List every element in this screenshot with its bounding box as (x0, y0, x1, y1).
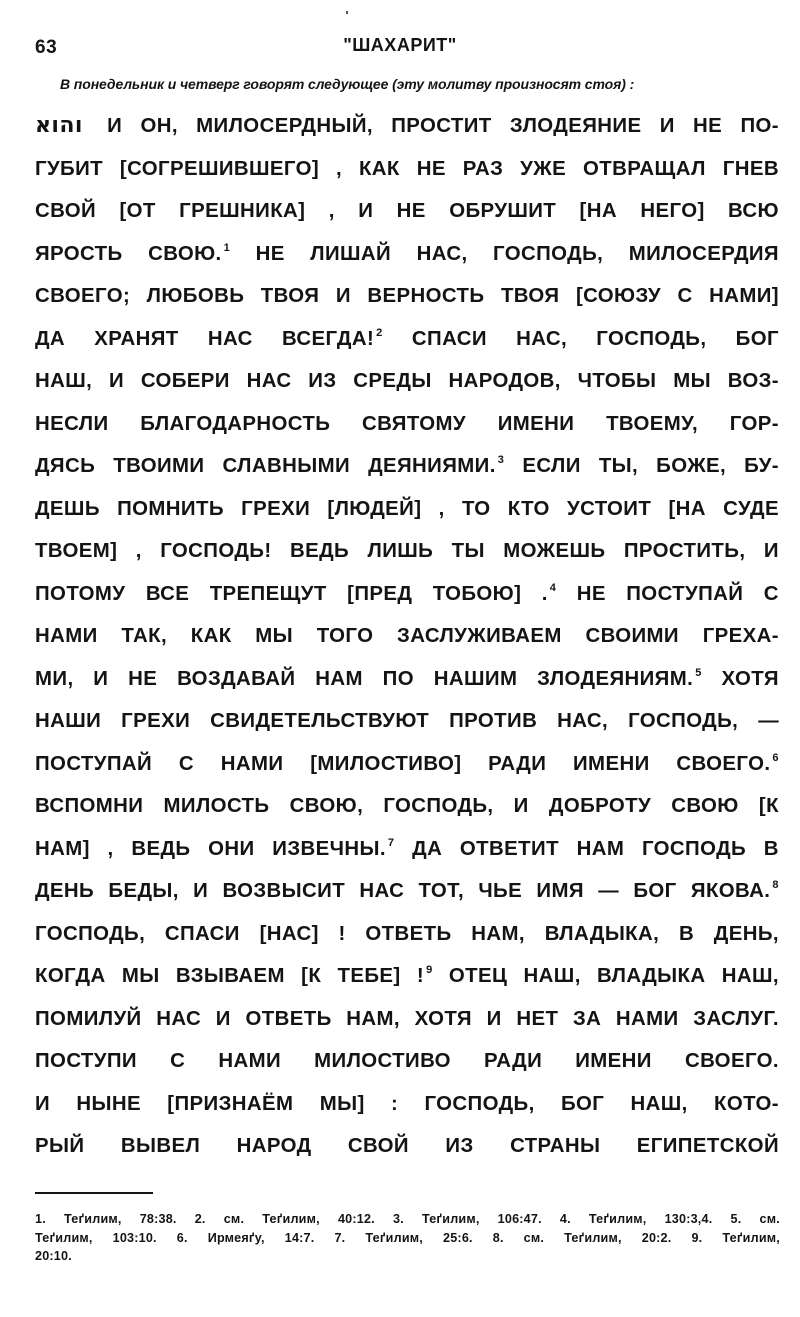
word: НАС (246, 370, 292, 392)
word: РЫЙ (35, 1135, 85, 1157)
word: ВЛАДЫКА, (544, 922, 660, 945)
word: НАМИ (35, 625, 98, 647)
word: НЕ (693, 115, 723, 137)
text-line (35, 955, 779, 998)
word: ТРЕПЕЩУТ (209, 582, 327, 605)
word: ГРЕХИ (121, 710, 191, 732)
footnote-marker: 8 (772, 879, 779, 891)
word: ДЕЯНИЯМИ. $^3$ (368, 454, 505, 477)
word: [ПРИЗНАЁМ (167, 1092, 294, 1115)
word: НЕТ (516, 1007, 559, 1030)
word: КТО (507, 497, 550, 520)
word: , (335, 157, 343, 180)
word: С (170, 1050, 186, 1072)
word: [СОЮЗУ (575, 285, 661, 307)
word: — (598, 880, 620, 902)
footnote-word: см. (523, 1230, 545, 1245)
word: ТО (461, 497, 491, 520)
word: ВЕДЬ (289, 540, 350, 562)
word: И (215, 1007, 231, 1030)
footnote-word: Теґилим, (365, 1230, 423, 1245)
text-line (35, 1040, 779, 1083)
word: СВОЙ (347, 1135, 409, 1157)
text-line (35, 445, 779, 488)
word: НАС, (557, 710, 609, 732)
word: УСТОИТ (567, 497, 652, 520)
page-number: 63 (35, 37, 58, 58)
word: ГУБИТ (35, 157, 104, 180)
scan-speck (346, 11, 348, 14)
word: С (677, 285, 693, 307)
word: ЕГИПЕТСКОЙ (636, 1135, 779, 1157)
footnote-word: 130:3,4. (664, 1212, 713, 1226)
footnote-word: Ирмеяґу, (207, 1230, 265, 1245)
word: ВЛАДЫКА (597, 965, 706, 987)
word: И (109, 370, 125, 392)
text-line (35, 360, 779, 403)
word: ГОСПОДЬ, (596, 327, 707, 350)
footnote-word: 7. (334, 1230, 346, 1245)
word: НАМИ (218, 1050, 282, 1072)
word: КАК (358, 157, 400, 180)
word: КОГДА (35, 965, 106, 987)
word: ОТЕЦ (448, 965, 508, 987)
word: ТЫ, (598, 455, 639, 477)
word: ЗЛОДЕЯНИЯМ. $^5$ (537, 666, 702, 690)
word: И (335, 285, 351, 307)
word: ПОСТУПАЙ (35, 752, 153, 775)
word: ВСЕ (145, 582, 190, 605)
word: , (135, 540, 142, 562)
word: МИ, (35, 667, 74, 690)
text-line (35, 913, 779, 956)
footnote-marker: 4 (549, 581, 557, 594)
footnote-marker: 6 (772, 751, 779, 764)
word: МЫ (673, 370, 711, 392)
liturgical-instruction: В понедельник и четверг говорят следующее (эту молитву произносят стоя) : (60, 76, 635, 92)
word: [ЛЮДЕЙ] (327, 497, 422, 520)
word: ПРОТИВ (449, 710, 538, 732)
word: ВЕРНОСТЬ (367, 285, 485, 307)
text-line (35, 403, 779, 446)
word: ДЕНЬ (35, 880, 95, 902)
word: СВОЕГО. (684, 1050, 779, 1072)
footnote-word: 106:47. (497, 1212, 542, 1226)
word: ИМЯ (536, 880, 584, 902)
word: НАШИ (35, 710, 102, 732)
word: ОБРУШИТ (449, 200, 557, 222)
word: ОТВРАЩАЛ (582, 157, 706, 180)
word: И (659, 115, 675, 137)
word: . $^4$ (541, 581, 557, 605)
word: СУДЕ (723, 497, 779, 520)
word: НЕГО] (640, 200, 705, 222)
word: И (193, 880, 209, 902)
word: СВОЮ. $^1$ (148, 241, 231, 265)
text-line (35, 275, 779, 318)
footnote-line (35, 1247, 780, 1266)
word: , (107, 837, 114, 860)
word: ОН, (140, 115, 178, 137)
word: ТАК, (121, 625, 168, 647)
footnote-word: Теґилим, (564, 1230, 622, 1245)
word: [К (758, 795, 779, 817)
footnote-line (35, 1210, 780, 1229)
word: РАДИ (484, 1050, 543, 1072)
word: С (178, 752, 195, 775)
word: НАМИ (220, 752, 284, 775)
prayer-body-text (35, 105, 779, 1168)
word: , (328, 200, 335, 222)
word: ГРЕХИ (241, 497, 311, 520)
word: И (93, 667, 109, 690)
word: ТОБОЮ] (432, 582, 522, 605)
word: ТВОЯ (260, 285, 320, 307)
footnote-word: Теґилим, (421, 1212, 480, 1226)
word: С (763, 582, 779, 605)
word: ИЗВЕЧНЫ. $^7$ (272, 836, 395, 860)
word: ДА (412, 837, 443, 860)
word: НАШ, (35, 370, 93, 392)
word: НАШ, (630, 1092, 688, 1115)
word: ГОСПОДЬ, (493, 242, 604, 265)
text-line (35, 658, 779, 701)
word: ВЕДЬ (131, 837, 191, 860)
word: РАЗ (462, 157, 504, 180)
word: ПОСТУПАЙ (626, 582, 744, 605)
footnote-marker: 2 (376, 326, 383, 339)
word: ВЗЫВАЕМ (175, 965, 285, 987)
word: [СОГРЕШИВШЕГО] (119, 157, 320, 180)
footnote-word: см. (759, 1212, 780, 1226)
word: НАРОДОВ, (448, 370, 561, 392)
text-line (35, 785, 779, 828)
word: ТОГО (316, 625, 374, 647)
footnote-word: 6. (176, 1230, 188, 1245)
word: НЕСЛИ (35, 412, 109, 435)
word: ЗЛОДЕЯНИЕ (509, 115, 642, 137)
footnote-word: Теґилим, (35, 1230, 93, 1245)
word: ТВОЕМУ, (606, 412, 699, 435)
word: ЯРОСТЬ (35, 242, 123, 265)
word: СПАСИ (164, 922, 240, 945)
word: ГОР- (729, 412, 779, 435)
footnote-marker: 1 (223, 241, 231, 254)
word: [ПРЕД (347, 582, 413, 605)
word: РАДИ (488, 752, 547, 775)
word: НЫНЕ (76, 1092, 141, 1115)
word: ХОТЯ (414, 1007, 472, 1030)
word: ВЫВЕЛ (120, 1135, 201, 1157)
word: ИМЕНИ (497, 412, 575, 435)
word: НАС (207, 327, 253, 350)
word: МИЛОСЕРДИЯ (628, 242, 779, 265)
word: ИМЕНИ (573, 752, 650, 775)
word: ПОТОМУ (35, 582, 126, 605)
word: ПРОСТИТЬ, (623, 540, 746, 562)
word: СВЯТОМУ (362, 412, 466, 435)
word: ЧЬЕ (478, 880, 523, 902)
word: ВОЗДАВАЙ (177, 667, 296, 690)
word: НЕ (416, 157, 446, 180)
footnote-word: Теґилим, (588, 1212, 647, 1226)
word: ОТВЕТЬ (245, 1007, 332, 1030)
word: ВСЮ (728, 200, 779, 222)
word: БЛАГОДАРНОСТЬ (140, 412, 331, 435)
footnotes (35, 1210, 780, 1266)
word: [МИЛОСТИВО] (310, 752, 462, 775)
word: СВОЙ (35, 200, 97, 222)
word: ХРАНЯТ (94, 327, 179, 350)
word: МЫ (121, 965, 160, 987)
word: НАС, (416, 242, 468, 265)
footnote-marker: 3 (497, 454, 505, 466)
word: — (758, 710, 779, 732)
footnote-word: 40:12. (337, 1212, 375, 1226)
word: НАС (156, 1007, 202, 1030)
footnote-word: Теґилим, (262, 1212, 320, 1226)
word: СОБЕРИ (140, 370, 230, 392)
word: СТРАНЫ (510, 1135, 601, 1157)
footnote-word: см. (223, 1212, 245, 1226)
text-line (35, 190, 779, 233)
word: [НА (668, 497, 706, 520)
text-line (35, 318, 779, 361)
word: ПОМИЛУЙ (35, 1007, 142, 1030)
word: ПОМНИТЬ (117, 497, 224, 520)
text-line (35, 870, 779, 913)
word: : (390, 1092, 399, 1115)
word: ВОЗВЫСИТ (222, 880, 346, 902)
footnote-word: 103:10. (112, 1230, 157, 1245)
word: ! $^9$ (416, 964, 433, 987)
word: НАРОД (236, 1135, 312, 1157)
text-line (35, 1125, 779, 1168)
word: НАС (359, 880, 405, 902)
word: ГОСПОДЬ, (424, 1092, 535, 1115)
word: ЗАСЛУЖИВАЕМ (397, 625, 562, 647)
word: , (438, 497, 445, 520)
word: И (107, 115, 123, 137)
word: СВОЮ, (289, 795, 364, 817)
word: ТЫ (451, 540, 485, 562)
text-line (35, 743, 779, 786)
word: МИЛОСТИВО (314, 1050, 451, 1072)
word: ЛЮБОВЬ (146, 285, 245, 307)
word: ТВОЯ (500, 285, 560, 307)
word: ТЕБЕ] (337, 965, 401, 987)
word: КАК (190, 625, 232, 647)
word: НАМ (315, 667, 363, 690)
word: ХОТЯ (721, 667, 779, 690)
word: НЕ (128, 667, 158, 690)
footnote-word: 3. (392, 1212, 404, 1226)
footnote-word: 1. (35, 1212, 46, 1226)
word: [НАС] (259, 922, 319, 945)
word: НАШ, (721, 965, 779, 987)
text-line (35, 573, 779, 616)
footnote-marker: 9 (426, 964, 433, 976)
word: БОГ (560, 1092, 605, 1115)
word: ПОСТУПИ (35, 1050, 137, 1072)
word: ЧТОБЫ (577, 370, 657, 392)
word: ИЗ (445, 1135, 474, 1157)
footnote-rule (35, 1192, 153, 1194)
footnote-word: 8. (492, 1230, 504, 1245)
word: БУ- (744, 455, 779, 477)
word: СПАСИ (411, 327, 487, 350)
word: ДЕШЬ (35, 497, 100, 520)
word: НАМИ] (709, 285, 779, 307)
word: ДЕНЬ, (713, 922, 779, 945)
footnote-word: 14:7. (284, 1230, 315, 1245)
word: НАМ, (346, 1007, 400, 1030)
word: ГРЕШНИКА] (179, 200, 306, 222)
word: ВСПОМНИ (35, 795, 144, 817)
word: В (678, 922, 695, 945)
word: НАШ, (523, 965, 581, 987)
word: ГОСПОДЬ, (628, 710, 739, 732)
word: БОГ (633, 880, 677, 902)
text-line (35, 530, 779, 573)
word: НАМ, (471, 922, 525, 945)
word: НАМ (576, 837, 625, 860)
text-line (35, 1083, 779, 1126)
word: МЫ] (319, 1092, 365, 1115)
word: МИЛОСЕРДНЫЙ, (196, 115, 373, 137)
text-line (35, 105, 779, 148)
footnote-marker: 5 (695, 666, 702, 679)
word: ДА (35, 327, 66, 350)
word: ОТВЕТИТ (459, 837, 559, 860)
word: СВОЕГО. $^6$ (676, 751, 779, 775)
word: ЕСЛИ (522, 455, 581, 477)
word: ЗАСЛУГ. (693, 1007, 779, 1030)
word: И (35, 1092, 51, 1115)
word: И (763, 540, 779, 562)
word: ТОТ, (418, 880, 465, 902)
word: УЖЕ (520, 157, 567, 180)
word: ПО- (740, 115, 779, 137)
text-line (35, 700, 779, 743)
word: ВСЕГДА! $^2$ (281, 326, 383, 350)
word: И (358, 200, 374, 222)
word: КОТО- (714, 1092, 779, 1115)
word: БОГ (735, 327, 779, 350)
word: ГОСПОДЬ (641, 837, 747, 860)
word: СВОЕГО; (35, 285, 131, 307)
word: МОЖЕШЬ (503, 540, 606, 562)
word: НАМ] (35, 837, 90, 860)
footnote-marker: 7 (387, 836, 395, 849)
word: ТВОИМИ (113, 455, 205, 477)
text-line (35, 233, 779, 276)
word: ГРЕХА- (702, 625, 779, 647)
footnote-word: 20:2. (641, 1230, 672, 1245)
word: НЕ (576, 582, 606, 605)
word: НЕ (255, 242, 285, 265)
word: МИЛОСТЬ (163, 795, 270, 817)
word: НЕ (396, 200, 426, 222)
word: ПО (382, 667, 414, 690)
word: [НА (579, 200, 617, 222)
word: ГОСПОДЬ, (35, 922, 146, 945)
text-line (35, 488, 779, 531)
word: МЫ (255, 625, 294, 647)
word: [ОТ (119, 200, 156, 222)
text-line (35, 828, 779, 871)
word: СРЕДЫ (353, 370, 432, 392)
word: В (763, 837, 779, 860)
hebrew-incipit: והוא (35, 113, 83, 138)
word: БЕДЫ, (108, 880, 179, 902)
word: ИМЕНИ (575, 1050, 652, 1072)
text-line (35, 148, 779, 191)
footnote-word: 4. (559, 1212, 571, 1226)
word: ТВОЕМ] (35, 540, 118, 562)
word: ГОСПОДЬ! (160, 540, 272, 562)
word: СЛАВНЫМИ (222, 455, 351, 477)
word: СВОИМИ (585, 625, 679, 647)
word: ДЯСЬ (35, 455, 96, 477)
word: ! (338, 922, 346, 945)
word: ИЗ (308, 370, 337, 392)
word: ОТВЕТЬ (365, 922, 452, 945)
word: [К (301, 965, 322, 987)
word: ВОЗ- (727, 370, 779, 392)
word: СВОЮ (671, 795, 739, 817)
text-line (35, 615, 779, 658)
footnote-word: 20:10. (35, 1249, 72, 1263)
footnote-word: Теґилим, (722, 1230, 780, 1245)
word: ГНЕВ (722, 157, 779, 180)
word: ЛИШЬ (367, 540, 434, 562)
footnote-word: 78:38. (139, 1212, 177, 1226)
word: ЯКОВА. $^8$ (690, 879, 779, 902)
running-head: "ШАХАРИТ" (343, 35, 457, 55)
footnote-word: 25:6. (443, 1230, 473, 1245)
word: ОНИ (208, 837, 255, 860)
footnote-word: 5. (730, 1212, 742, 1226)
word: ПРОСТИТ (391, 115, 492, 137)
footnote-word: Теґилим, (64, 1212, 122, 1226)
word: ЛИШАЙ (310, 242, 392, 265)
word: ЗА (572, 1007, 602, 1030)
word: НАС, (516, 327, 568, 350)
footnote-line (35, 1229, 780, 1248)
word: ГОСПОДЬ, (383, 795, 494, 817)
word: НАШИМ (433, 667, 518, 690)
word: БОЖЕ, (656, 455, 727, 477)
text-line (35, 998, 779, 1041)
word: ДОБРОТУ (548, 795, 652, 817)
footnote-word: 9. (691, 1230, 703, 1245)
footnote-word: 2. (194, 1212, 206, 1226)
word: И (513, 795, 529, 817)
word: СВИДЕТЕЛЬСТВУЮТ (210, 710, 430, 732)
word: И (486, 1007, 502, 1030)
word: НАМИ (615, 1007, 679, 1030)
